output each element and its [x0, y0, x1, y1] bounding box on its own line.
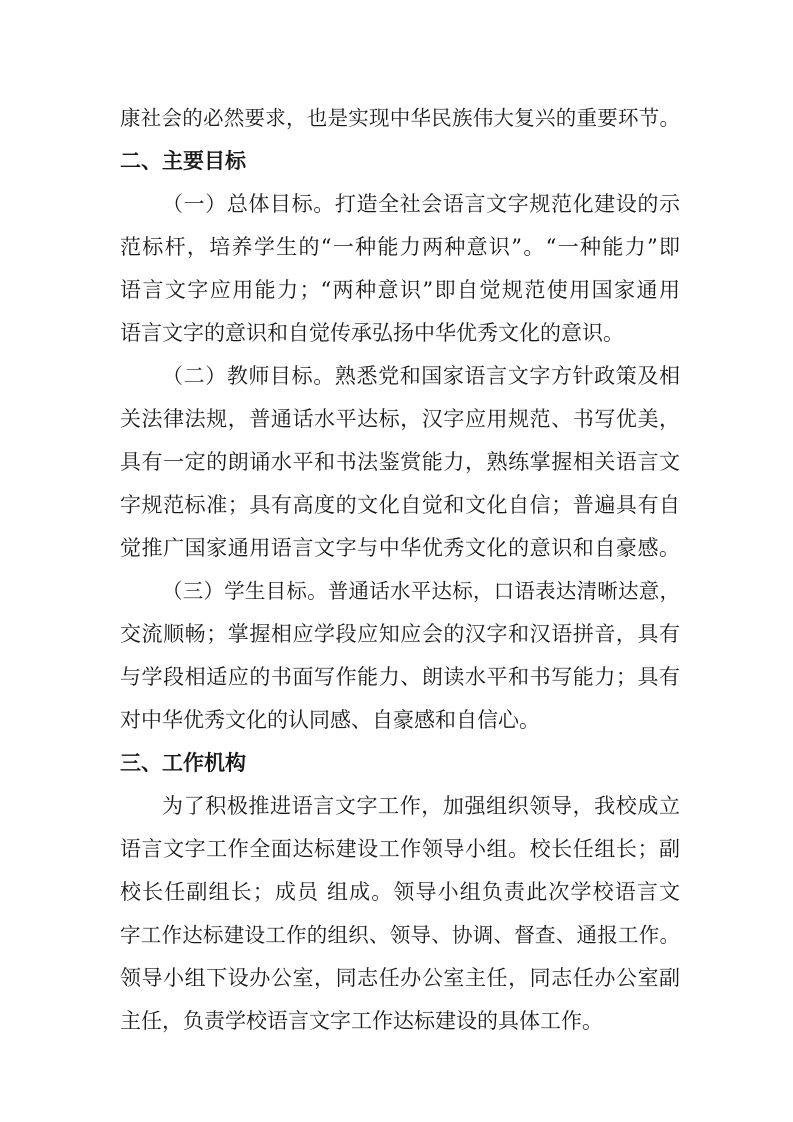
body-line: 对中华优秀文化的认同感、自豪感和自信心。 — [120, 708, 540, 732]
body-line: 交流顺畅；掌握相应学段应知应会的汉字和汉语拼音，具有 — [120, 622, 680, 646]
body-line: 具有一定的朗诵水平和书法鉴赏能力，熟练掌握相关语言文 — [120, 450, 680, 474]
section-heading-work-organization: 三、工作机构 — [120, 751, 246, 775]
body-line: 康社会的必然要求，也是实现中华民族伟大复兴的重要环节。 — [120, 106, 680, 130]
body-line: 范标杆，培养学生的“一种能力两种意识”。“一种能力”即 — [120, 235, 680, 259]
body-line: 语言文字的意识和自觉传承弘扬中华优秀文化的意识。 — [120, 321, 624, 345]
body-line: 主任，负责学校语言文字工作达标建设的具体工作。 — [120, 1009, 603, 1033]
paragraph-first-line: 为了积极推进语言文字工作，加强组织领导，我校成立 — [162, 794, 680, 818]
paragraph-first-line: （三）学生目标。普通话水平达标，口语表达清晰达意， — [162, 579, 680, 603]
body-line: 字工作达标建设工作的组织、领导、协调、督查、通报工作。 — [120, 923, 680, 947]
body-line: 校长任副组长；成员 组成。领导小组负责此次学校语言文 — [120, 880, 680, 904]
body-line: 语言文字工作全面达标建设工作领导小组。校长任组长；副 — [120, 837, 680, 861]
body-line: 觉推广国家通用语言文字与中华优秀文化的意识和自豪感。 — [120, 536, 680, 560]
paragraph-first-line: （二）教师目标。熟悉党和国家语言文字方针政策及相 — [162, 364, 680, 388]
body-line: 字规范标准；具有高度的文化自觉和文化自信；普遍具有自 — [120, 493, 680, 517]
body-line: 领导小组下设办公室，同志任办公室主任，同志任办公室副 — [120, 966, 680, 990]
paragraph-first-line: （一）总体目标。打造全社会语言文字规范化建设的示 — [162, 192, 680, 216]
body-line: 语言文字应用能力；“两种意识”即自觉规范使用国家通用 — [120, 278, 680, 302]
body-line: 关法律法规，普通话水平达标，汉字应用规范、书写优美， — [120, 407, 680, 431]
body-line: 与学段相适应的书面写作能力、朗读水平和书写能力；具有 — [120, 665, 680, 689]
section-heading-main-goals: 二、主要目标 — [120, 149, 246, 173]
